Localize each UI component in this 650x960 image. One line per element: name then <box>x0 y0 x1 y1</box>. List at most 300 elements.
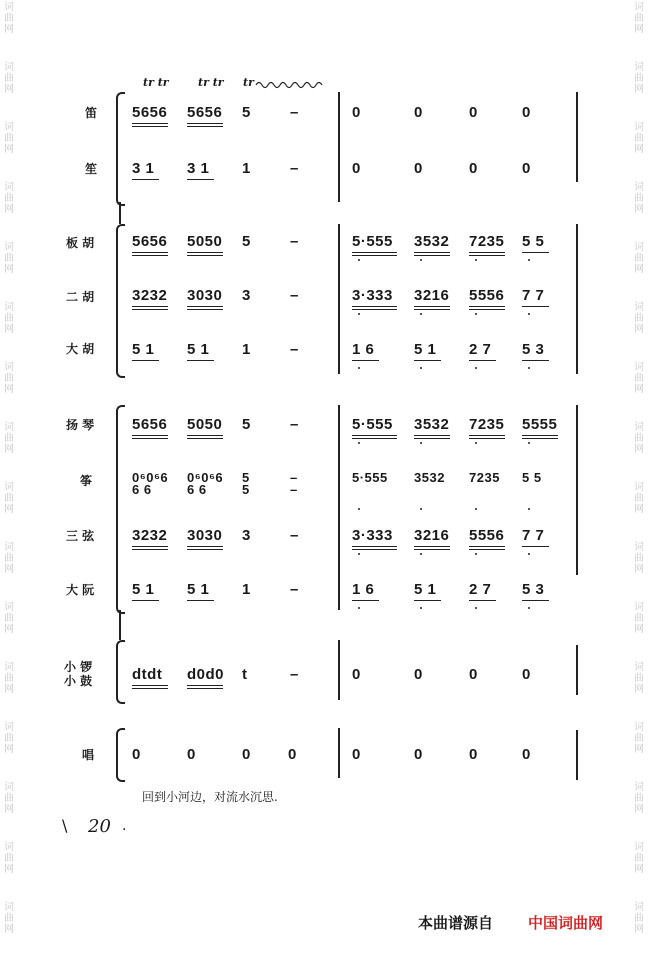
watermark-group <box>2 182 16 215</box>
note-cell: – <box>290 470 298 485</box>
instrument-label-dahu: 大 胡 <box>66 342 95 356</box>
watermark-char: 曲 <box>634 493 644 504</box>
note-cell: – <box>290 104 299 121</box>
note-cell: 0⁶0⁶6 <box>187 470 224 485</box>
note-cell: 5·555 <box>352 416 393 433</box>
watermark-group <box>632 242 646 275</box>
note-cell: 3 <box>242 287 251 304</box>
watermark-char: 曲 <box>4 13 14 24</box>
watermark-char: 词 <box>4 362 14 373</box>
beam-line <box>522 360 549 361</box>
note-cell: 0 <box>132 746 141 763</box>
watermark-char: 曲 <box>634 853 644 864</box>
barline-end <box>576 730 578 780</box>
watermark-group <box>2 902 16 935</box>
watermark-group <box>632 662 646 695</box>
beam-line <box>469 360 496 361</box>
trill-mark: tr tr <box>143 76 169 89</box>
note-cell: 3232 <box>132 287 168 304</box>
watermark-char: 词 <box>634 842 644 853</box>
octave-dot <box>475 508 477 510</box>
note-cell: 5656 <box>187 104 223 121</box>
beam-line <box>469 546 505 547</box>
watermark-char: 词 <box>4 182 14 193</box>
trill-mark: tr tr <box>198 76 224 89</box>
watermark-char: 曲 <box>634 673 644 684</box>
watermark-char: 网 <box>4 804 14 815</box>
note-cell: 3216 <box>414 527 450 544</box>
note-cell: 3532 <box>414 470 445 485</box>
watermark-char: 网 <box>4 204 14 215</box>
octave-dot <box>420 367 422 369</box>
note-cell: 0 <box>522 666 531 683</box>
octave-dot <box>475 259 477 261</box>
instrument-label-vocal: 唱 <box>82 748 95 762</box>
note-cell: 3232 <box>132 527 168 544</box>
beam-line <box>522 435 558 436</box>
watermark-group <box>632 842 646 875</box>
barline-end <box>576 405 578 575</box>
page-mark: \ <box>62 816 68 835</box>
watermark-char: 词 <box>634 182 644 193</box>
beam-line <box>132 438 168 439</box>
system-connector <box>119 202 121 224</box>
beam-line <box>352 549 397 550</box>
beam-line <box>187 438 223 439</box>
octave-dot <box>420 259 422 261</box>
note-cell: 0 <box>522 160 531 177</box>
watermark-char: 词 <box>634 782 644 793</box>
beam-line <box>469 549 505 550</box>
instrument-label-yangqin: 扬 琴 <box>66 418 95 432</box>
watermark-char: 词 <box>634 242 644 253</box>
watermark-char: 曲 <box>4 553 14 564</box>
note-cell: 3030 <box>187 287 223 304</box>
note-cell: 1 <box>242 341 251 358</box>
note-cell: 7 7 <box>522 527 545 544</box>
beam-line <box>132 123 168 124</box>
watermark-char: 词 <box>4 62 14 73</box>
note-cell: 5050 <box>187 416 223 433</box>
page-number: 20 <box>88 816 111 837</box>
note-cell: 2 7 <box>469 341 492 358</box>
watermark-char: 词 <box>4 122 14 133</box>
watermark-char: 网 <box>634 804 644 815</box>
brace-winds <box>116 92 125 206</box>
note-cell: 5 1 <box>187 581 210 598</box>
note-cell: – <box>290 416 299 433</box>
watermark-group <box>632 782 646 815</box>
watermark-char: 曲 <box>4 193 14 204</box>
lyric-line: 回到小河边，对流水沉思. <box>142 790 278 804</box>
watermark-char: 词 <box>4 482 14 493</box>
beam-line <box>414 309 450 310</box>
instrument-label-di: 笛 <box>85 106 98 120</box>
watermark-char: 网 <box>4 324 14 335</box>
octave-dot <box>358 259 360 261</box>
beam-line <box>132 179 159 180</box>
octave-dot <box>475 313 477 315</box>
octave-dot <box>358 367 360 369</box>
note-cell: 5 3 <box>522 341 545 358</box>
octave-dot <box>528 442 530 444</box>
octave-dot <box>420 607 422 609</box>
watermark-char: 词 <box>4 242 14 253</box>
note-cell: – <box>290 482 298 497</box>
instrument-label-erhu: 二 胡 <box>66 290 95 304</box>
watermark-char: 网 <box>4 864 14 875</box>
note-cell: – <box>290 527 299 544</box>
beam-line <box>187 600 214 601</box>
watermark-char: 词 <box>634 422 644 433</box>
octave-dot <box>420 313 422 315</box>
beam-line <box>187 688 223 689</box>
barline <box>338 728 340 778</box>
watermark-char: 词 <box>4 542 14 553</box>
beam-line <box>522 252 549 253</box>
beam-line <box>414 600 441 601</box>
note-cell: 0 <box>469 666 478 683</box>
watermark-char: 网 <box>4 504 14 515</box>
note-cell: – <box>290 287 299 304</box>
octave-dot <box>528 313 530 315</box>
system-connector <box>119 610 121 640</box>
watermark-char: 网 <box>4 924 14 935</box>
beam-line <box>132 546 168 547</box>
beam-line <box>352 306 397 307</box>
octave-dot <box>528 553 530 555</box>
note-cell: dtdt <box>132 666 163 683</box>
watermark-group <box>2 782 16 815</box>
watermark-group <box>2 542 16 575</box>
note-cell: 5 <box>242 104 251 121</box>
note-cell: 5 5 <box>522 470 542 485</box>
beam-line <box>414 549 450 550</box>
beam-line <box>352 309 397 310</box>
watermark-group <box>632 482 646 515</box>
trill-mark: tr <box>243 76 254 89</box>
watermark-char: 词 <box>4 422 14 433</box>
note-cell: 0 <box>414 160 423 177</box>
watermark-char: 曲 <box>4 673 14 684</box>
watermark-char: 曲 <box>4 313 14 324</box>
octave-dot <box>358 508 360 510</box>
octave-dot <box>475 607 477 609</box>
watermark-char: 网 <box>634 504 644 515</box>
note-cell: 5 <box>242 233 251 250</box>
note-cell: 0 <box>522 104 531 121</box>
watermark-group <box>2 422 16 455</box>
beam-line <box>469 309 505 310</box>
watermark-group <box>632 422 646 455</box>
watermark-char: 曲 <box>4 733 14 744</box>
barline-end <box>576 645 578 695</box>
watermark-char: 词 <box>634 482 644 493</box>
trill-wave <box>256 80 336 90</box>
watermark-char: 网 <box>4 84 14 95</box>
note-cell: 3 <box>242 527 251 544</box>
octave-dot <box>475 367 477 369</box>
beam-line <box>352 252 397 253</box>
beam-line <box>414 546 450 547</box>
watermark-char: 曲 <box>634 553 644 564</box>
watermark-char: 词 <box>634 722 644 733</box>
note-cell: 5556 <box>469 287 505 304</box>
watermark-char: 网 <box>4 624 14 635</box>
note-cell: 3532 <box>414 416 450 433</box>
watermark-char: 网 <box>4 684 14 695</box>
barline <box>338 92 340 202</box>
watermark-char: 词 <box>634 902 644 913</box>
watermark-group <box>2 302 16 335</box>
beam-line <box>187 126 223 127</box>
beam-line <box>469 435 505 436</box>
watermark-char: 曲 <box>4 913 14 924</box>
watermark-char: 曲 <box>634 733 644 744</box>
octave-dot <box>358 607 360 609</box>
watermark-char: 词 <box>4 302 14 313</box>
beam-line <box>187 255 223 256</box>
watermark-group <box>2 482 16 515</box>
page-mark: · <box>122 822 127 838</box>
note-cell: 3 1 <box>187 160 210 177</box>
beam-line <box>352 360 379 361</box>
beam-line <box>414 360 441 361</box>
watermark-group <box>632 62 646 95</box>
barline <box>338 405 340 610</box>
note-cell: 0 <box>469 104 478 121</box>
beam-line <box>187 546 223 547</box>
watermark-char: 词 <box>634 62 644 73</box>
note-cell: – <box>290 341 299 358</box>
watermark-group <box>2 242 16 275</box>
note-cell: 7235 <box>469 470 500 485</box>
note-cell: 0 <box>352 666 361 683</box>
brace-voice <box>116 728 125 782</box>
note-cell: 0 <box>469 746 478 763</box>
note-cell: 0 <box>288 746 297 763</box>
note-cell: 5656 <box>132 104 168 121</box>
brace-strings <box>116 224 125 378</box>
watermark-char: 网 <box>634 684 644 695</box>
watermark-char: 词 <box>4 2 14 13</box>
octave-dot <box>475 553 477 555</box>
note-cell: 5 1 <box>132 341 155 358</box>
octave-dot <box>358 313 360 315</box>
watermark-group <box>2 722 16 755</box>
beam-line <box>352 546 397 547</box>
watermark-char: 词 <box>4 662 14 673</box>
watermark-char: 曲 <box>634 13 644 24</box>
watermark-char: 曲 <box>634 913 644 924</box>
beam-line <box>187 179 214 180</box>
note-cell: 7 7 <box>522 287 545 304</box>
beam-line <box>469 306 505 307</box>
watermark-group <box>632 542 646 575</box>
beam-line <box>414 255 450 256</box>
watermark-group <box>632 2 646 35</box>
beam-line <box>132 252 168 253</box>
beam-line <box>132 549 168 550</box>
note-cell: 6 6 <box>132 482 152 497</box>
note-cell: 5 <box>242 416 251 433</box>
beam-line <box>522 600 549 601</box>
watermark-char: 词 <box>634 2 644 13</box>
watermark-char: 网 <box>634 924 644 935</box>
note-cell: 5656 <box>132 416 168 433</box>
octave-dot <box>358 553 360 555</box>
watermark-char: 词 <box>634 542 644 553</box>
beam-line <box>352 255 397 256</box>
beam-line <box>132 688 168 689</box>
watermark-char: 词 <box>4 722 14 733</box>
watermark-char: 曲 <box>634 373 644 384</box>
brace-plucked <box>116 405 125 614</box>
watermark-char: 曲 <box>4 493 14 504</box>
watermark-char: 网 <box>4 24 14 35</box>
instrument-label-banhu: 板 胡 <box>66 236 95 250</box>
note-cell: 7235 <box>469 233 505 250</box>
watermark-char: 词 <box>4 902 14 913</box>
watermark-char: 网 <box>634 144 644 155</box>
beam-line <box>132 306 168 307</box>
watermark-char: 网 <box>4 384 14 395</box>
beam-line <box>132 255 168 256</box>
note-cell: 0 <box>414 666 423 683</box>
note-cell: 0⁶0⁶6 <box>132 470 169 485</box>
watermark-char: 网 <box>634 624 644 635</box>
watermark-char: 曲 <box>4 133 14 144</box>
watermark-char: 曲 <box>634 433 644 444</box>
note-cell: 2 7 <box>469 581 492 598</box>
watermark-char: 曲 <box>4 613 14 624</box>
note-cell: 7235 <box>469 416 505 433</box>
note-cell: 0 <box>187 746 196 763</box>
beam-line <box>187 306 223 307</box>
note-cell: 3·333 <box>352 527 393 544</box>
octave-dot <box>420 553 422 555</box>
watermark-char: 网 <box>4 564 14 575</box>
watermark-char: 网 <box>4 744 14 755</box>
watermark-char: 网 <box>4 264 14 275</box>
watermark-group <box>632 362 646 395</box>
note-cell: 1 6 <box>352 581 375 598</box>
watermark-char: 词 <box>4 602 14 613</box>
note-cell: – <box>290 581 299 598</box>
watermark-char: 网 <box>634 864 644 875</box>
watermark-char: 曲 <box>634 313 644 324</box>
footer-source: 本曲谱源自 <box>418 914 494 932</box>
octave-dot <box>420 508 422 510</box>
note-cell: 0 <box>352 746 361 763</box>
barline-end <box>576 224 578 374</box>
barline <box>338 640 340 700</box>
instrument-label-xiaogu: 小 鼓 <box>64 674 93 688</box>
watermark-group <box>632 602 646 635</box>
instrument-label-daruan: 大 阮 <box>66 583 95 597</box>
watermark-char: 网 <box>4 444 14 455</box>
note-cell: 5 1 <box>414 581 437 598</box>
note-cell: 5556 <box>469 527 505 544</box>
note-cell: 0 <box>414 746 423 763</box>
watermark-group <box>632 302 646 335</box>
octave-dot <box>358 442 360 444</box>
beam-line <box>132 309 168 310</box>
watermark-char: 网 <box>634 744 644 755</box>
note-cell: – <box>290 666 299 683</box>
note-cell: 5 <box>242 482 250 497</box>
beam-line <box>187 252 223 253</box>
note-cell: 5050 <box>187 233 223 250</box>
watermark-group <box>2 62 16 95</box>
watermark-char: 曲 <box>4 433 14 444</box>
beam-line <box>414 252 450 253</box>
footer-site: 中国词曲网 <box>528 914 604 932</box>
beam-line <box>187 435 223 436</box>
watermark-char: 网 <box>4 144 14 155</box>
watermark-char: 曲 <box>4 853 14 864</box>
note-cell: 3·333 <box>352 287 393 304</box>
watermark-char: 曲 <box>4 373 14 384</box>
instrument-label-sanxian: 三 弦 <box>66 529 95 543</box>
beam-line <box>352 438 397 439</box>
note-cell: 0 <box>414 104 423 121</box>
beam-line <box>132 600 159 601</box>
octave-dot <box>528 367 530 369</box>
note-cell: 0 <box>352 104 361 121</box>
barline-end <box>576 92 578 182</box>
watermark-char: 词 <box>634 302 644 313</box>
note-cell: 5·555 <box>352 233 393 250</box>
beam-line <box>132 360 159 361</box>
watermark-char: 曲 <box>634 793 644 804</box>
note-cell: 5 1 <box>414 341 437 358</box>
note-cell: – <box>290 233 299 250</box>
note-cell: 5·555 <box>352 470 388 485</box>
note-cell: 0 <box>352 160 361 177</box>
note-cell: d0d0 <box>187 666 225 683</box>
note-cell: 3532 <box>414 233 450 250</box>
note-cell: 1 <box>242 160 251 177</box>
note-cell: 0 <box>522 746 531 763</box>
watermark-group <box>2 842 16 875</box>
beam-line <box>187 360 214 361</box>
barline <box>338 224 340 374</box>
watermark-group <box>632 122 646 155</box>
beam-line <box>414 435 450 436</box>
octave-dot <box>528 607 530 609</box>
beam-line <box>352 435 397 436</box>
watermark-group <box>632 722 646 755</box>
watermark-group <box>2 2 16 35</box>
beam-line <box>187 309 223 310</box>
octave-dot <box>528 259 530 261</box>
beam-line <box>132 435 168 436</box>
beam-line <box>469 252 505 253</box>
watermark-char: 网 <box>634 564 644 575</box>
note-cell: 5656 <box>132 233 168 250</box>
note-cell: 3030 <box>187 527 223 544</box>
watermark-char: 词 <box>634 362 644 373</box>
note-cell: 3 1 <box>132 160 155 177</box>
watermark-group <box>2 362 16 395</box>
watermark-char: 网 <box>634 324 644 335</box>
beam-line <box>522 306 549 307</box>
note-cell: 1 <box>242 581 251 598</box>
note-cell: 0 <box>469 160 478 177</box>
beam-line <box>187 123 223 124</box>
beam-line <box>414 438 450 439</box>
